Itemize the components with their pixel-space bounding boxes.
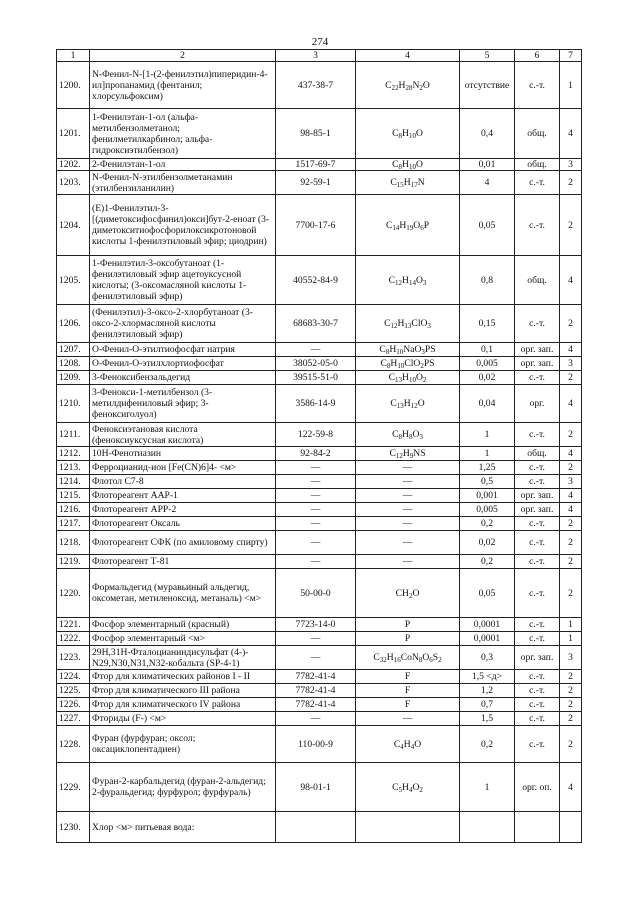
table-row xyxy=(57,357,582,371)
chemical-formula: $C_{14}H_{19}O_6P$ xyxy=(356,195,460,256)
row-number: 1210. xyxy=(57,385,90,423)
hazard-class: 2 xyxy=(560,726,582,763)
chemical-formula: $C_{13}H_{10}O_2$ xyxy=(356,371,460,385)
chemical-formula: — xyxy=(356,489,460,503)
substance-name: Флотореагент Оксаль xyxy=(90,517,276,531)
row-number: 1224. xyxy=(57,670,90,684)
table-row xyxy=(57,503,582,517)
row-number: 1211. xyxy=(57,423,90,447)
chemical-formula: F xyxy=(356,670,460,684)
row-number: 1205. xyxy=(57,256,90,305)
table-row xyxy=(57,475,582,489)
substance-name: 10Н-Фенотиазин xyxy=(90,447,276,461)
cas-number: 98-01-1 xyxy=(276,763,356,812)
limit-value: 1,25 xyxy=(460,461,515,475)
hazard-class: 2 xyxy=(560,569,582,618)
limit-value: 1,2 xyxy=(460,684,515,698)
cas-number: 92-59-1 xyxy=(276,171,356,195)
substance-name: 1-Фенилэтан-1-ол (альфа-метилбензолметанол; фенилметилкарбинол; альфа-гидроксиэтилбензол) xyxy=(90,109,276,159)
row-number: 1208. xyxy=(57,357,90,371)
cas-number: 3586-14-9 xyxy=(276,385,356,423)
cas-number: 50-00-0 xyxy=(276,569,356,618)
hazard-indicator: орг. зап. xyxy=(515,503,560,517)
row-number: 1212. xyxy=(57,447,90,461)
row-number: 1219. xyxy=(57,555,90,569)
column-number-row xyxy=(57,50,582,62)
hazard-indicator: с.-т. xyxy=(515,371,560,385)
substance-name: Фосфор элементарный <м> xyxy=(90,632,276,646)
cas-number: — xyxy=(276,555,356,569)
chemical-formula: $C_5H_4O_2$ xyxy=(356,763,460,812)
row-number: 1229. xyxy=(57,763,90,812)
chemical-formula: $C_4H_4O$ xyxy=(356,726,460,763)
table-row xyxy=(57,461,582,475)
hazard-class: 3 xyxy=(560,159,582,171)
cas-number: 39515-51-0 xyxy=(276,371,356,385)
cas-number: 1517-69-7 xyxy=(276,159,356,171)
limit-value: 0,02 xyxy=(460,371,515,385)
substance-name: 2-Фенилэтан-1-ол xyxy=(90,159,276,171)
hazard-indicator: с.-т. xyxy=(515,684,560,698)
hazard-indicator: с.-т. xyxy=(515,670,560,684)
limit-value: 0,3 xyxy=(460,646,515,670)
hazard-class: 3 xyxy=(560,475,582,489)
limit-value: 0,005 xyxy=(460,357,515,371)
limit-value xyxy=(460,812,515,843)
hazard-indicator: с.-т. xyxy=(515,569,560,618)
row-number: 1228. xyxy=(57,726,90,763)
hazard-class: 2 xyxy=(560,423,582,447)
substance-name: Феноксиэтановая кислота (феноксиуксусная кислота) xyxy=(90,423,276,447)
hazard-indicator: орг. зап. xyxy=(515,489,560,503)
row-number: 1225. xyxy=(57,684,90,698)
cas-number xyxy=(276,812,356,843)
chemical-formula: $C_8H_{10}O$ xyxy=(356,159,460,171)
hazard-class: 4 xyxy=(560,447,582,461)
row-number: 1226. xyxy=(57,698,90,712)
substance-name: Фуран-2-карбальдегид (фуран-2-альдегид; 2-фуральдегид; фурфурол; фурфураль) xyxy=(90,763,276,812)
cas-number: — xyxy=(276,489,356,503)
chemical-formula: — xyxy=(356,461,460,475)
chemical-formula: — xyxy=(356,517,460,531)
chemical-formula: $C_{22}H_{28}N_2O$ xyxy=(356,62,460,109)
table-row xyxy=(57,555,582,569)
cas-number: — xyxy=(276,461,356,475)
limit-value: 4 xyxy=(460,171,515,195)
column-header: 2 xyxy=(90,50,276,62)
limit-value: 0,4 xyxy=(460,109,515,159)
hazard-indicator: с.-т. xyxy=(515,555,560,569)
cas-number: 122-59-8 xyxy=(276,423,356,447)
substance-name: 29Н,31Н-Фталоцианиндисульфат (4-)-N29,N30,N31,N32-кобальта (SP-4-1) xyxy=(90,646,276,670)
cas-number: — xyxy=(276,343,356,357)
hazard-class: 4 xyxy=(560,109,582,159)
cas-number: — xyxy=(276,517,356,531)
chemical-formula: — xyxy=(356,712,460,726)
limit-value: 0,04 xyxy=(460,385,515,423)
hazard-class: 4 xyxy=(560,763,582,812)
hazard-class: 2 xyxy=(560,461,582,475)
row-number: 1230. xyxy=(57,812,90,843)
substance-name: Хлор <м> питьевая вода: xyxy=(90,812,276,843)
chemical-formula: F xyxy=(356,684,460,698)
table-row xyxy=(57,684,582,698)
limit-value: 0,2 xyxy=(460,726,515,763)
row-number: 1203. xyxy=(57,171,90,195)
chemical-formula: P xyxy=(356,632,460,646)
table-row xyxy=(57,109,582,159)
limit-value: 0,1 xyxy=(460,343,515,357)
cas-number: — xyxy=(276,712,356,726)
table-row xyxy=(57,423,582,447)
hazard-class xyxy=(560,812,582,843)
row-number: 1223. xyxy=(57,646,90,670)
row-number: 1200. xyxy=(57,62,90,109)
table-row xyxy=(57,256,582,305)
limit-value: 0,001 xyxy=(460,489,515,503)
row-number: 1216. xyxy=(57,503,90,517)
table-row xyxy=(57,726,582,763)
limit-value: 0,01 xyxy=(460,159,515,171)
substance-name: Флотореагент АРР-2 xyxy=(90,503,276,517)
table-row xyxy=(57,159,582,171)
hazard-class: 3 xyxy=(560,357,582,371)
hazard-indicator: с.-т. xyxy=(515,618,560,632)
row-number: 1218. xyxy=(57,531,90,555)
row-number: 1217. xyxy=(57,517,90,531)
table-row xyxy=(57,698,582,712)
limit-value: 1,5 xyxy=(460,712,515,726)
table-row xyxy=(57,195,582,256)
hazard-class: 4 xyxy=(560,385,582,423)
hazard-class: 1 xyxy=(560,62,582,109)
limit-value: 0,2 xyxy=(460,555,515,569)
column-header: 4 xyxy=(356,50,460,62)
table-row xyxy=(57,62,582,109)
table-row xyxy=(57,632,582,646)
substance-name: Фуран (фурфуран; оксол; оксациклопентадиен) xyxy=(90,726,276,763)
cas-number: 7782-41-4 xyxy=(276,698,356,712)
table-row xyxy=(57,171,582,195)
substance-name: Фтор для климатического IV района xyxy=(90,698,276,712)
cas-number: 7782-41-4 xyxy=(276,684,356,698)
hazard-class: 2 xyxy=(560,698,582,712)
hazard-indicator: с.-т. xyxy=(515,171,560,195)
substance-name: 3-Фенокси-1-метилбензол (3-метилдифениловый эфир; 3-феноксиголуол) xyxy=(90,385,276,423)
cas-number: — xyxy=(276,503,356,517)
hazard-class: 1 xyxy=(560,632,582,646)
hazard-class: 3 xyxy=(560,646,582,670)
row-number: 1213. xyxy=(57,461,90,475)
chemical-formula: $C_{12}H_9NS$ xyxy=(356,447,460,461)
substances-table xyxy=(56,49,582,843)
hazard-class: 4 xyxy=(560,256,582,305)
chemical-formula: $C_8H_8O_3$ xyxy=(356,423,460,447)
substance-name: Флотореагент СФК (по амиловому спирту) xyxy=(90,531,276,555)
hazard-class: 1 xyxy=(560,618,582,632)
table-row xyxy=(57,646,582,670)
cas-number: 68683-30-7 xyxy=(276,305,356,343)
limit-value: 0,005 xyxy=(460,503,515,517)
hazard-indicator xyxy=(515,812,560,843)
substance-name: Флотореагент Т-81 xyxy=(90,555,276,569)
table-row xyxy=(57,812,582,843)
substance-name: Флотореагент ААР-1 xyxy=(90,489,276,503)
limit-value: 0,02 xyxy=(460,531,515,555)
substance-name: Фтор для климатических районов I - II xyxy=(90,670,276,684)
substance-name: Фосфор элементарный (красный) xyxy=(90,618,276,632)
substance-name: (E)1-Фенилэтил-3-[(диметоксифосфинил)окси]бут-2-еноат (3-диметокситиофосфорилоксикротоновой кислоты 1-фенилэтиловый эфир; циодрин) xyxy=(90,195,276,256)
hazard-class: 2 xyxy=(560,531,582,555)
table-row xyxy=(57,447,582,461)
chemical-formula: $C_{12}H_{14}O_3$ xyxy=(356,256,460,305)
hazard-class: 2 xyxy=(560,171,582,195)
hazard-class: 4 xyxy=(560,343,582,357)
cas-number: 40552-84-9 xyxy=(276,256,356,305)
hazard-indicator: с.-т. xyxy=(515,62,560,109)
chemical-formula: $C_{15}H_{17}N$ xyxy=(356,171,460,195)
cas-number: 110-00-9 xyxy=(276,726,356,763)
cas-number: 98-85-1 xyxy=(276,109,356,159)
substance-name: Фтор для климатического III района xyxy=(90,684,276,698)
row-number: 1204. xyxy=(57,195,90,256)
chemical-formula: $CH_2O$ xyxy=(356,569,460,618)
hazard-indicator: с.-т. xyxy=(515,531,560,555)
hazard-class: 2 xyxy=(560,517,582,531)
column-header: 6 xyxy=(515,50,560,62)
row-number: 1206. xyxy=(57,305,90,343)
cas-number: — xyxy=(276,646,356,670)
row-number: 1227. xyxy=(57,712,90,726)
hazard-indicator: с.-т. xyxy=(515,712,560,726)
table-row xyxy=(57,517,582,531)
table-row xyxy=(57,343,582,357)
row-number: 1220. xyxy=(57,569,90,618)
limit-value: 1 xyxy=(460,423,515,447)
chemical-formula: $C_{13}H_{12}O$ xyxy=(356,385,460,423)
chemical-formula: $C_8H_{10}ClO_2PS$ xyxy=(356,357,460,371)
hazard-indicator: орг. оп. xyxy=(515,763,560,812)
chemical-formula: $C_8H_{10}NaO_3PS$ xyxy=(356,343,460,357)
table-row xyxy=(57,569,582,618)
limit-value: 0,5 xyxy=(460,475,515,489)
cas-number: 437-38-7 xyxy=(276,62,356,109)
table-row xyxy=(57,531,582,555)
cas-number: 7782-41-4 xyxy=(276,670,356,684)
chemical-formula: — xyxy=(356,555,460,569)
column-header: 3 xyxy=(276,50,356,62)
cas-number: 38052-05-0 xyxy=(276,357,356,371)
column-header: 1 xyxy=(57,50,90,62)
substance-name: Ферроцианид-ион [Fe(CN)6]4- <м> xyxy=(90,461,276,475)
hazard-indicator: общ. xyxy=(515,447,560,461)
hazard-class: 2 xyxy=(560,371,582,385)
hazard-class: 2 xyxy=(560,555,582,569)
row-number: 1221. xyxy=(57,618,90,632)
substance-name: (Фенилэтил)-3-оксо-2-хлорбутаноат (3-оксо-2-хлормасляной кислоты фенилэтиловый эфир) xyxy=(90,305,276,343)
hazard-class: 4 xyxy=(560,489,582,503)
row-number: 1202. xyxy=(57,159,90,171)
row-number: 1207. xyxy=(57,343,90,357)
substance-name: N-Фенил-N-[1-(2-фенилэтил)пиперидин-4-ил]пропанамид (фентанил; хлорсульфоксим) xyxy=(90,62,276,109)
column-header: 7 xyxy=(560,50,582,62)
limit-value: 0,8 xyxy=(460,256,515,305)
substance-name: Фториды (F-) <м> xyxy=(90,712,276,726)
hazard-class: 2 xyxy=(560,195,582,256)
hazard-class: 2 xyxy=(560,684,582,698)
chemical-formula: $C_{32}H_{16}CoN_8O_6S_2$ xyxy=(356,646,460,670)
limit-value: 1 xyxy=(460,763,515,812)
chemical-formula: — xyxy=(356,531,460,555)
chemical-formula: $C_8H_{10}O$ xyxy=(356,109,460,159)
row-number: 1215. xyxy=(57,489,90,503)
table-row xyxy=(57,712,582,726)
limit-value: 0,0001 xyxy=(460,618,515,632)
cas-number: — xyxy=(276,475,356,489)
hazard-indicator: орг. зап. xyxy=(515,357,560,371)
limit-value: 0,0001 xyxy=(460,632,515,646)
limit-value: 0,7 xyxy=(460,698,515,712)
hazard-class: 4 xyxy=(560,503,582,517)
chemical-formula: $C_{12}H_{13}ClO_3$ xyxy=(356,305,460,343)
substance-name: N-Фенил-N-этилбензолметанамин (этилбензиланилин) xyxy=(90,171,276,195)
table-row xyxy=(57,371,582,385)
limit-value: 0,15 xyxy=(460,305,515,343)
hazard-indicator: общ. xyxy=(515,256,560,305)
hazard-indicator: с.-т. xyxy=(515,475,560,489)
hazard-class: 2 xyxy=(560,712,582,726)
substance-name: О-Фенил-О-этилтиофосфат натрия xyxy=(90,343,276,357)
hazard-indicator: орг. зап. xyxy=(515,646,560,670)
table-row xyxy=(57,618,582,632)
row-number: 1201. xyxy=(57,109,90,159)
chemical-formula xyxy=(356,812,460,843)
cas-number: 7700-17-6 xyxy=(276,195,356,256)
limit-value: 0,05 xyxy=(460,195,515,256)
limit-value: 0,05 xyxy=(460,569,515,618)
hazard-class: 2 xyxy=(560,305,582,343)
table-row xyxy=(57,670,582,684)
chemical-formula: P xyxy=(356,618,460,632)
table-row xyxy=(57,305,582,343)
hazard-indicator: с.-т. xyxy=(515,461,560,475)
hazard-indicator: с.-т. xyxy=(515,195,560,256)
row-number: 1214. xyxy=(57,475,90,489)
cas-number: — xyxy=(276,632,356,646)
substance-name: 3-Феноксибензальдегид xyxy=(90,371,276,385)
substance-name: Флотол С7-8 xyxy=(90,475,276,489)
page-number: 274 xyxy=(311,36,329,48)
table-row xyxy=(57,489,582,503)
hazard-indicator: с.-т. xyxy=(515,632,560,646)
hazard-indicator: с.-т. xyxy=(515,698,560,712)
row-number: 1222. xyxy=(57,632,90,646)
hazard-indicator: с.-т. xyxy=(515,517,560,531)
hazard-indicator: орг. xyxy=(515,385,560,423)
hazard-class: 2 xyxy=(560,670,582,684)
hazard-indicator: с.-т. xyxy=(515,423,560,447)
cas-number: — xyxy=(276,531,356,555)
table-row xyxy=(57,763,582,812)
hazard-indicator: общ. xyxy=(515,159,560,171)
hazard-indicator: с.-т. xyxy=(515,726,560,763)
hazard-indicator: общ. xyxy=(515,109,560,159)
hazard-indicator: с.-т. xyxy=(515,305,560,343)
limit-value: 1 xyxy=(460,447,515,461)
limit-value: 0,2 xyxy=(460,517,515,531)
cas-number: 92-84-2 xyxy=(276,447,356,461)
substance-name: Формальдегид (муравьиный альдегид, оксометан, метиленоксид, метаналь) <м> xyxy=(90,569,276,618)
substance-name: 1-Фенилэтил-3-оксобутаноат (1-фенилэтиловый эфир ацетоуксусной кислоты; (3-оксомасляной кислоты 1-фенилэтиловый эфир) xyxy=(90,256,276,305)
hazard-indicator: орг. зап. xyxy=(515,343,560,357)
chemical-formula: — xyxy=(356,503,460,517)
row-number: 1209. xyxy=(57,371,90,385)
limit-value: 1,5 <д> xyxy=(460,670,515,684)
cas-number: 7723-14-0 xyxy=(276,618,356,632)
limit-value: отсутствие xyxy=(460,62,515,109)
table-row xyxy=(57,385,582,423)
column-header: 5 xyxy=(460,50,515,62)
chemical-formula: — xyxy=(356,475,460,489)
chemical-formula: F xyxy=(356,698,460,712)
substance-name: О-Фенил-О-этилхлортиофосфат xyxy=(90,357,276,371)
